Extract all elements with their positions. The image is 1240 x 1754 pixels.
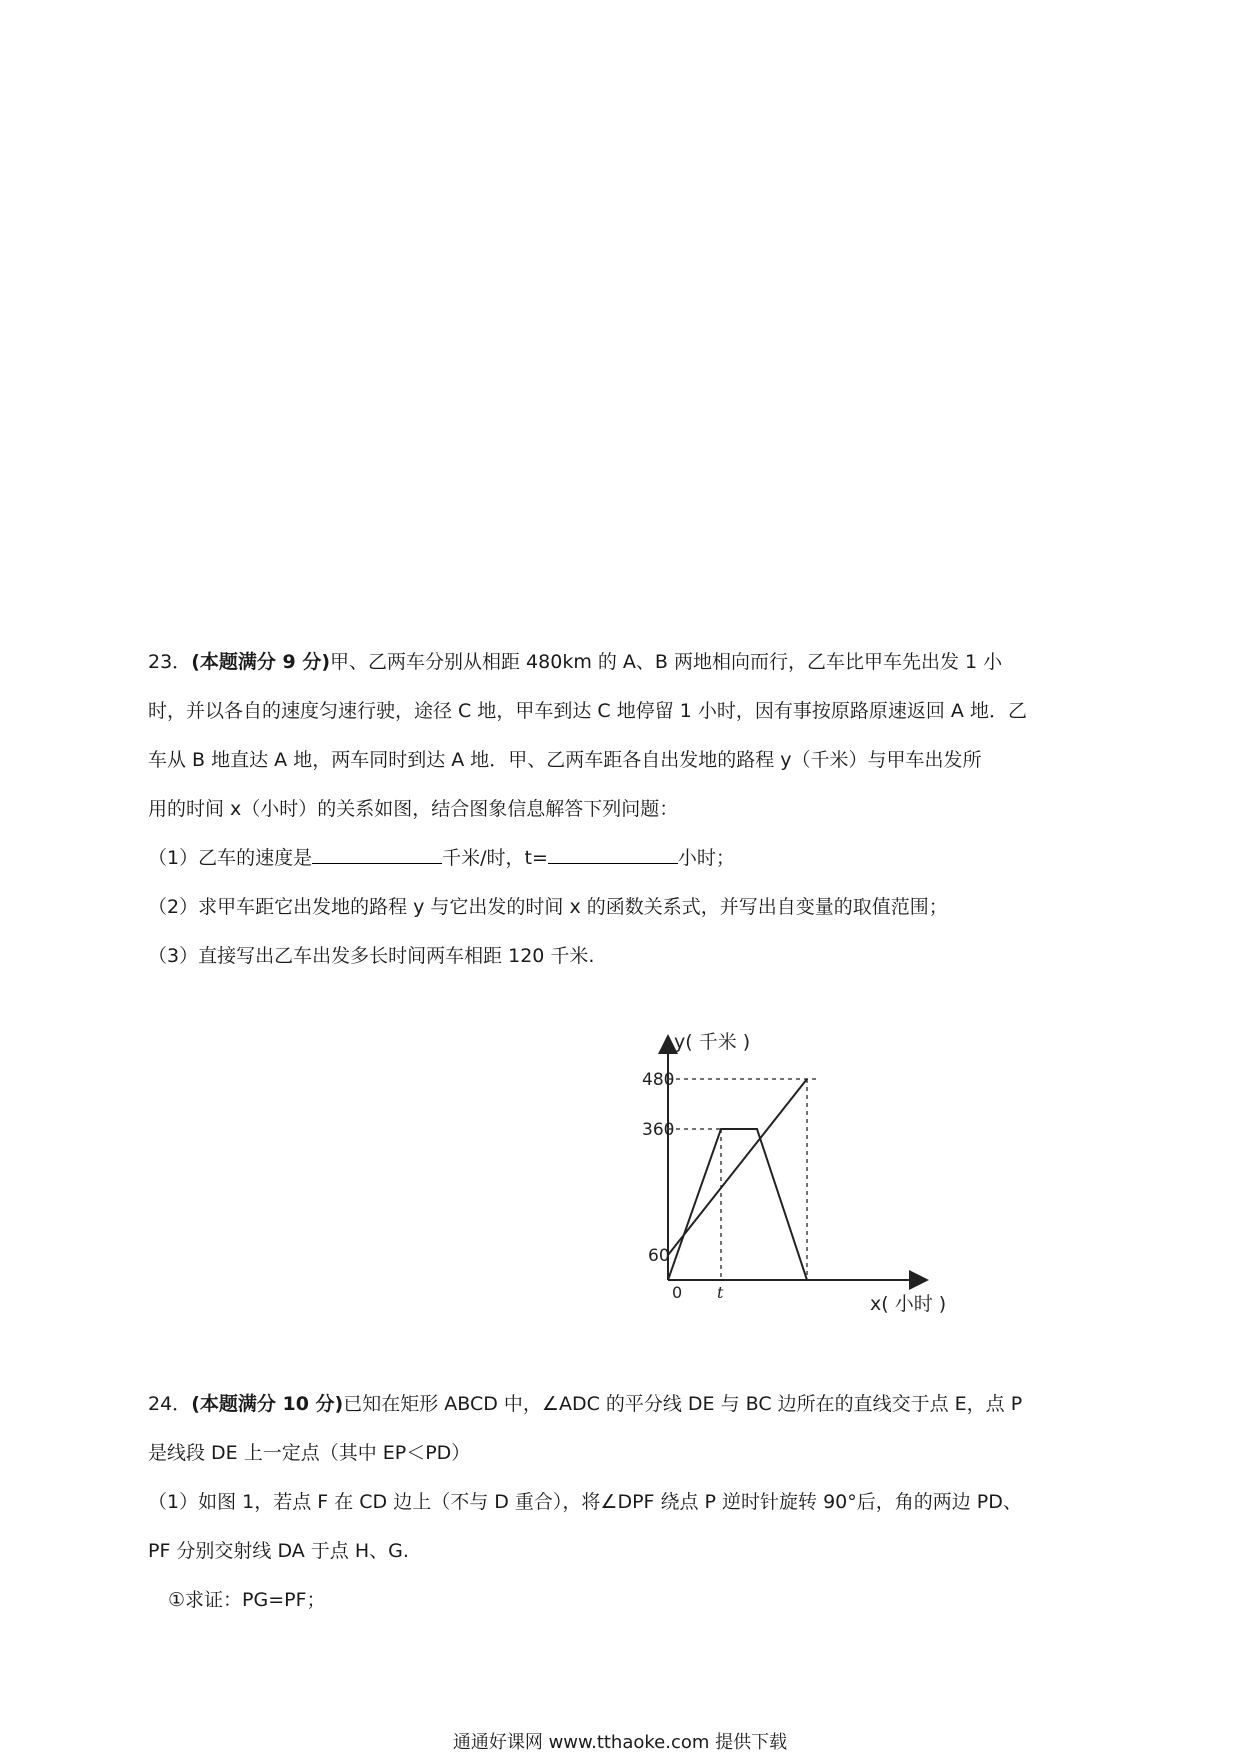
q23-line-4: 用的时间 x（小时）的关系如图，结合图象信息解答下列问题：	[148, 798, 679, 820]
q24-line-4: PF 分别交射线 DA 于点 H、G.	[148, 1540, 409, 1562]
question-23	[148, 638, 1108, 981]
series-yi-line	[668, 1079, 807, 1255]
answer-blank-speed[interactable]	[312, 843, 442, 864]
y-tick-60: 60	[648, 1246, 670, 1266]
series-jia-line	[668, 1129, 807, 1280]
t-label: t	[717, 1283, 724, 1302]
y-tick-480: 480	[642, 1070, 675, 1090]
q23-sub1-text-c: 小时；	[677, 847, 735, 869]
distance-time-graph	[640, 1030, 1000, 1320]
page-footer: 通通好课网 www.tthaoke.com 提供下载	[452, 1732, 788, 1753]
question-24	[148, 1380, 1108, 1625]
q23-text-1: 甲、乙两车分别从相距 480km 的 A、B 两地相向而行，乙车比甲车先出发 1 小	[330, 651, 1003, 673]
y-axis-label: y( 千米 )	[674, 1031, 751, 1053]
q24-line-1	[148, 1380, 1108, 1429]
q23-line-3: 车从 B 地直达 A 地，两车同时到达 A 地．甲、乙两车距各自出发地的路程 y（千米）与甲车出发所	[148, 749, 982, 771]
answer-blank-t[interactable]	[548, 843, 678, 864]
y-tick-360: 360	[642, 1120, 675, 1140]
q23-points: (本题满分 9 分)	[191, 651, 331, 673]
q24-line-5: ①求证：PG=PF；	[168, 1589, 326, 1611]
q23-line-1	[148, 638, 1108, 687]
q24-line-3: （1）如图 1，若点 F 在 CD 边上（不与 D 重合），将∠DPF 绕点 P 逆时针旋转 90°后，角的两边 PD、	[148, 1491, 1022, 1513]
q24-line-2: 是线段 DE 上一定点（其中 EP＜PD）	[148, 1442, 471, 1464]
q24-points: (本题满分 10 分)	[191, 1393, 344, 1415]
q23-number: 23．	[148, 651, 192, 673]
q23-line-2: 时，并以各自的速度匀速行驶，途径 C 地，甲车到达 C 地停留 1 小时，因有事按原路原速返回 A 地．乙	[148, 700, 1027, 722]
q23-sub1-text-b: 千米/时，t=	[442, 847, 548, 869]
q23-sub-1	[148, 834, 1108, 883]
origin-label: 0	[672, 1283, 683, 1302]
q23-sub-2: （2）求甲车距它出发地的路程 y 与它出发的时间 x 的函数关系式，并写出自变量的取值范围；	[148, 896, 948, 918]
q24-number: 24．	[148, 1393, 192, 1415]
q24-text-1: 已知在矩形 ABCD 中，∠ADC 的平分线 DE 与 BC 边所在的直线交于点 E，点 P	[343, 1393, 1023, 1415]
q23-sub-3: （3）直接写出乙车出发多长时间两车相距 120 千米.	[148, 945, 595, 967]
graph-svg	[640, 1030, 1000, 1320]
x-axis-label: x( 小时 )	[870, 1293, 947, 1315]
q23-sub1-text-a: （1）乙车的速度是	[148, 847, 313, 869]
